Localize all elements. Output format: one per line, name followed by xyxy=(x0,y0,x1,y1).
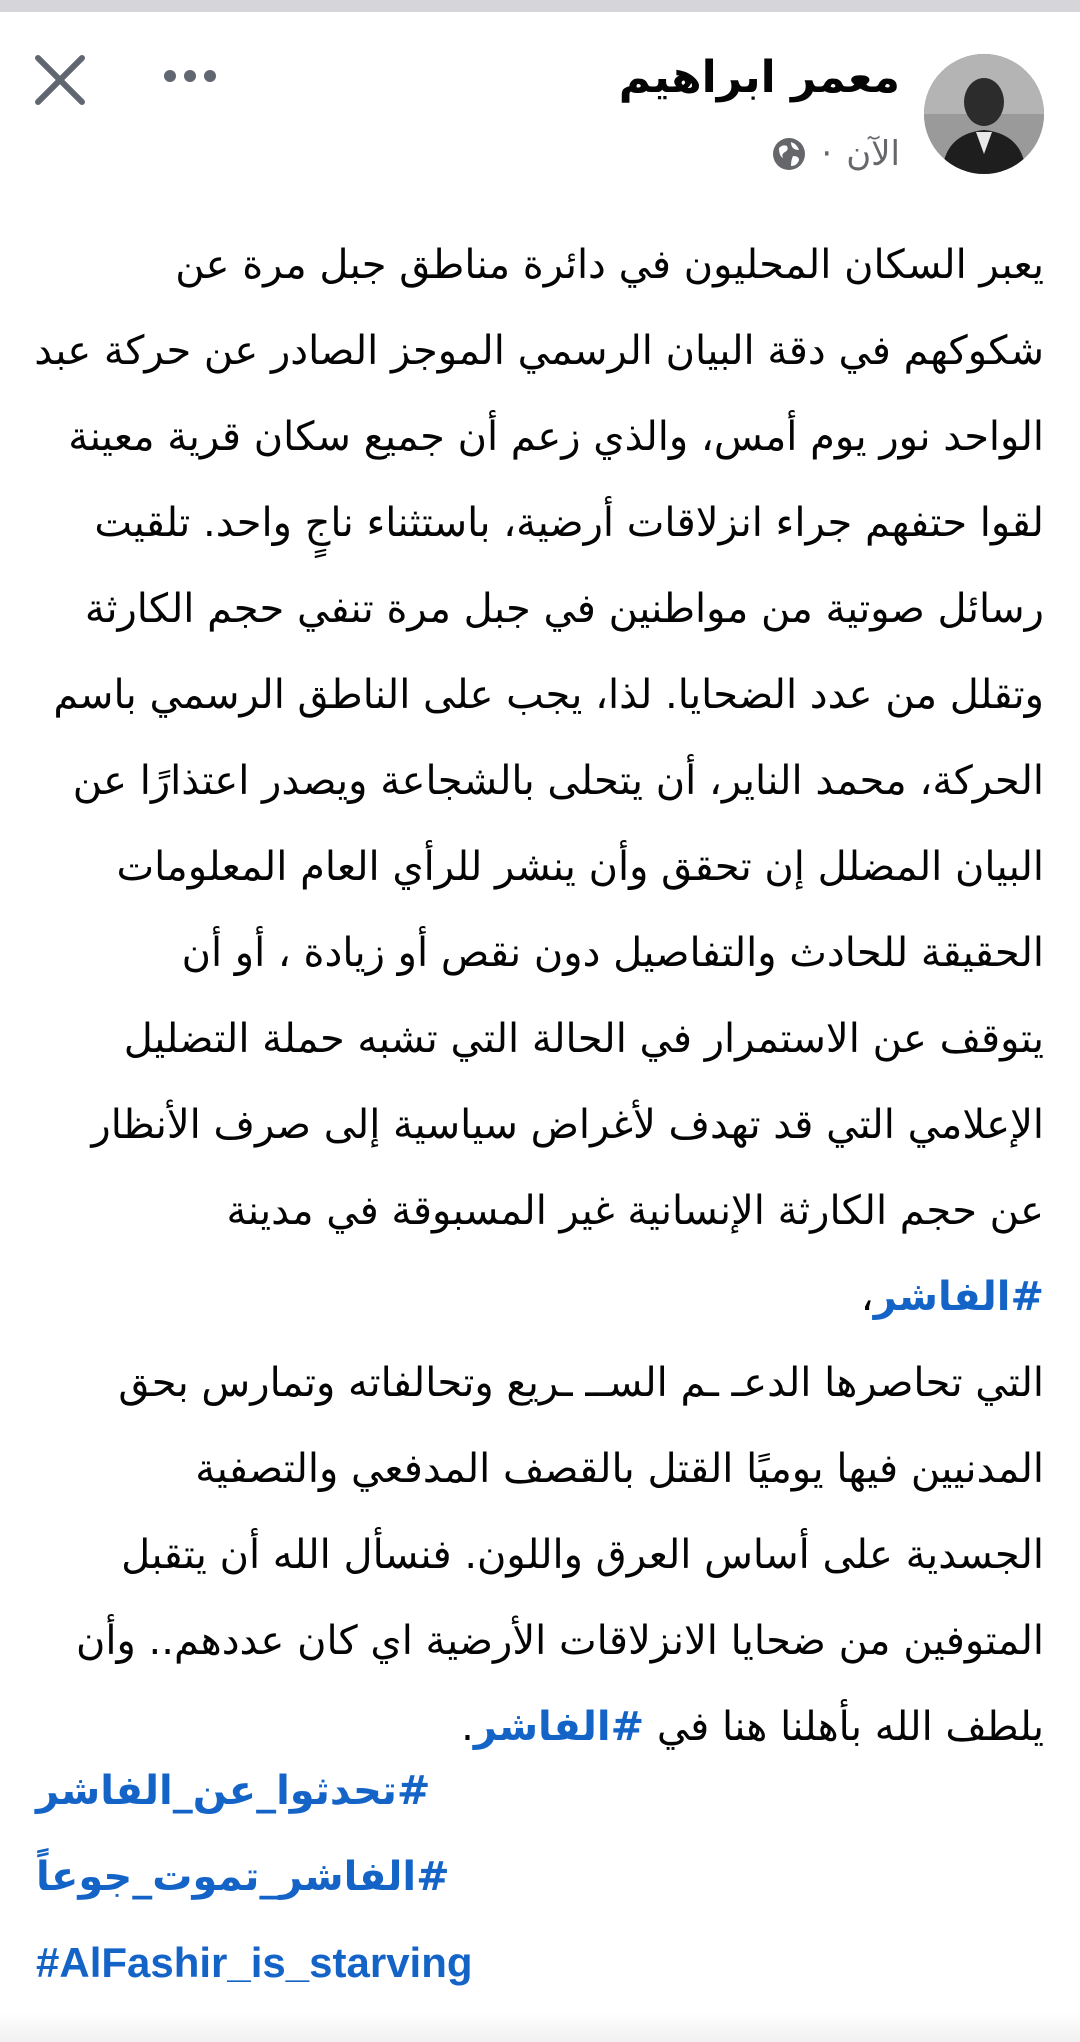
hashtag-alfashir-starving-en[interactable]: #AlFashir_is_starving xyxy=(36,1939,473,1986)
post-line xyxy=(34,1168,1044,1340)
line-text: عن حجم الكارثة الإنسانية غير المسبوقة في مدينة xyxy=(226,1188,1044,1234)
more-options-icon xyxy=(160,64,220,88)
hashtag-link-alfashir[interactable]: #الفاشر xyxy=(873,1274,1044,1320)
post-line: شكوكهم في دقة البيان الرسمي الموجز الصادر عن حركة عبد xyxy=(34,328,1044,374)
post-line: الواحد نور يوم أمس، والذي زعم أن جميع سكان قرية معينة xyxy=(68,414,1044,460)
post-line: المدنيين فيها يوميًا القتل بالقصف المدفعي والتصفية xyxy=(195,1446,1044,1492)
post-line: التي تحاصرها الدعـ ـم الســ ـريع وتحالفاته وتمارس بحق xyxy=(118,1360,1044,1406)
avatar[interactable] xyxy=(924,54,1044,174)
post-header xyxy=(0,12,1080,212)
hashtag-alfashir-starving-ar[interactable]: #الفاشر_تموت_جوعاً xyxy=(36,1854,450,1900)
post-line: يتوقف عن الاستمرار في الحالة التي تشبه حملة التضليل xyxy=(123,1016,1044,1062)
post-line: الجسدية على أساس العرق واللون. فنسأل الله أن يتقبل xyxy=(121,1532,1044,1578)
post-line: لقوا حتفهم جراء انزلاقات أرضية، باستثناء ناجٍ واحد. تلقيت xyxy=(94,500,1044,546)
line-punct: ، xyxy=(860,1274,874,1320)
post-line: الحقيقة للحادث والتفاصيل دون نقص أو زيادة ، أو أن xyxy=(181,930,1044,976)
author-name[interactable]: معمر ابراهيم xyxy=(618,52,900,103)
post-line: الإعلامي التي قد تهدف لأغراض سياسية إلى صرف الأنظار xyxy=(91,1102,1044,1148)
timestamp[interactable]: الآن xyxy=(846,134,900,174)
post-text xyxy=(34,222,1044,1770)
post-line: يعبر السكان المحليون في دائرة مناطق جبل مرة عن xyxy=(175,242,1044,288)
hashtag-talk-about-alfashir[interactable]: #تحدثوا_عن_الفاشر xyxy=(36,1768,431,1814)
avatar-image xyxy=(924,54,1044,174)
post-line: البيان المضلل إن تحقق وأن ينشر للرأي العام المعلومات xyxy=(116,844,1044,890)
post-line: الحركة، محمد الناير، أن يتحلى بالشجاعة ويصدر اعتذارًا عن xyxy=(72,758,1044,804)
meta-separator: · xyxy=(821,134,833,174)
line-punct: . xyxy=(461,1704,474,1750)
close-icon xyxy=(30,50,90,110)
post-meta xyxy=(771,134,900,174)
close-button[interactable] xyxy=(30,50,90,110)
line-text: يلطف الله بأهلنا هنا في xyxy=(644,1704,1044,1750)
post-line: وتقلل من عدد الضحايا. لذا، يجب على الناطق الرسمي باسم xyxy=(53,672,1044,718)
hashtag-list xyxy=(36,1748,1046,2006)
top-strip xyxy=(0,0,1080,12)
hashtag-link-alfashir[interactable]: #الفاشر xyxy=(473,1704,645,1750)
more-options-button[interactable] xyxy=(160,64,220,88)
post-line: رسائل صوتية من مواطنين في جبل مرة تنفي حجم الكارثة xyxy=(84,586,1044,632)
bottom-edge xyxy=(0,2012,1080,2042)
post-line: المتوفين من ضحايا الانزلاقات الأرضية اي كان عددهم.. وأن xyxy=(76,1618,1044,1664)
globe-icon[interactable] xyxy=(771,136,807,172)
